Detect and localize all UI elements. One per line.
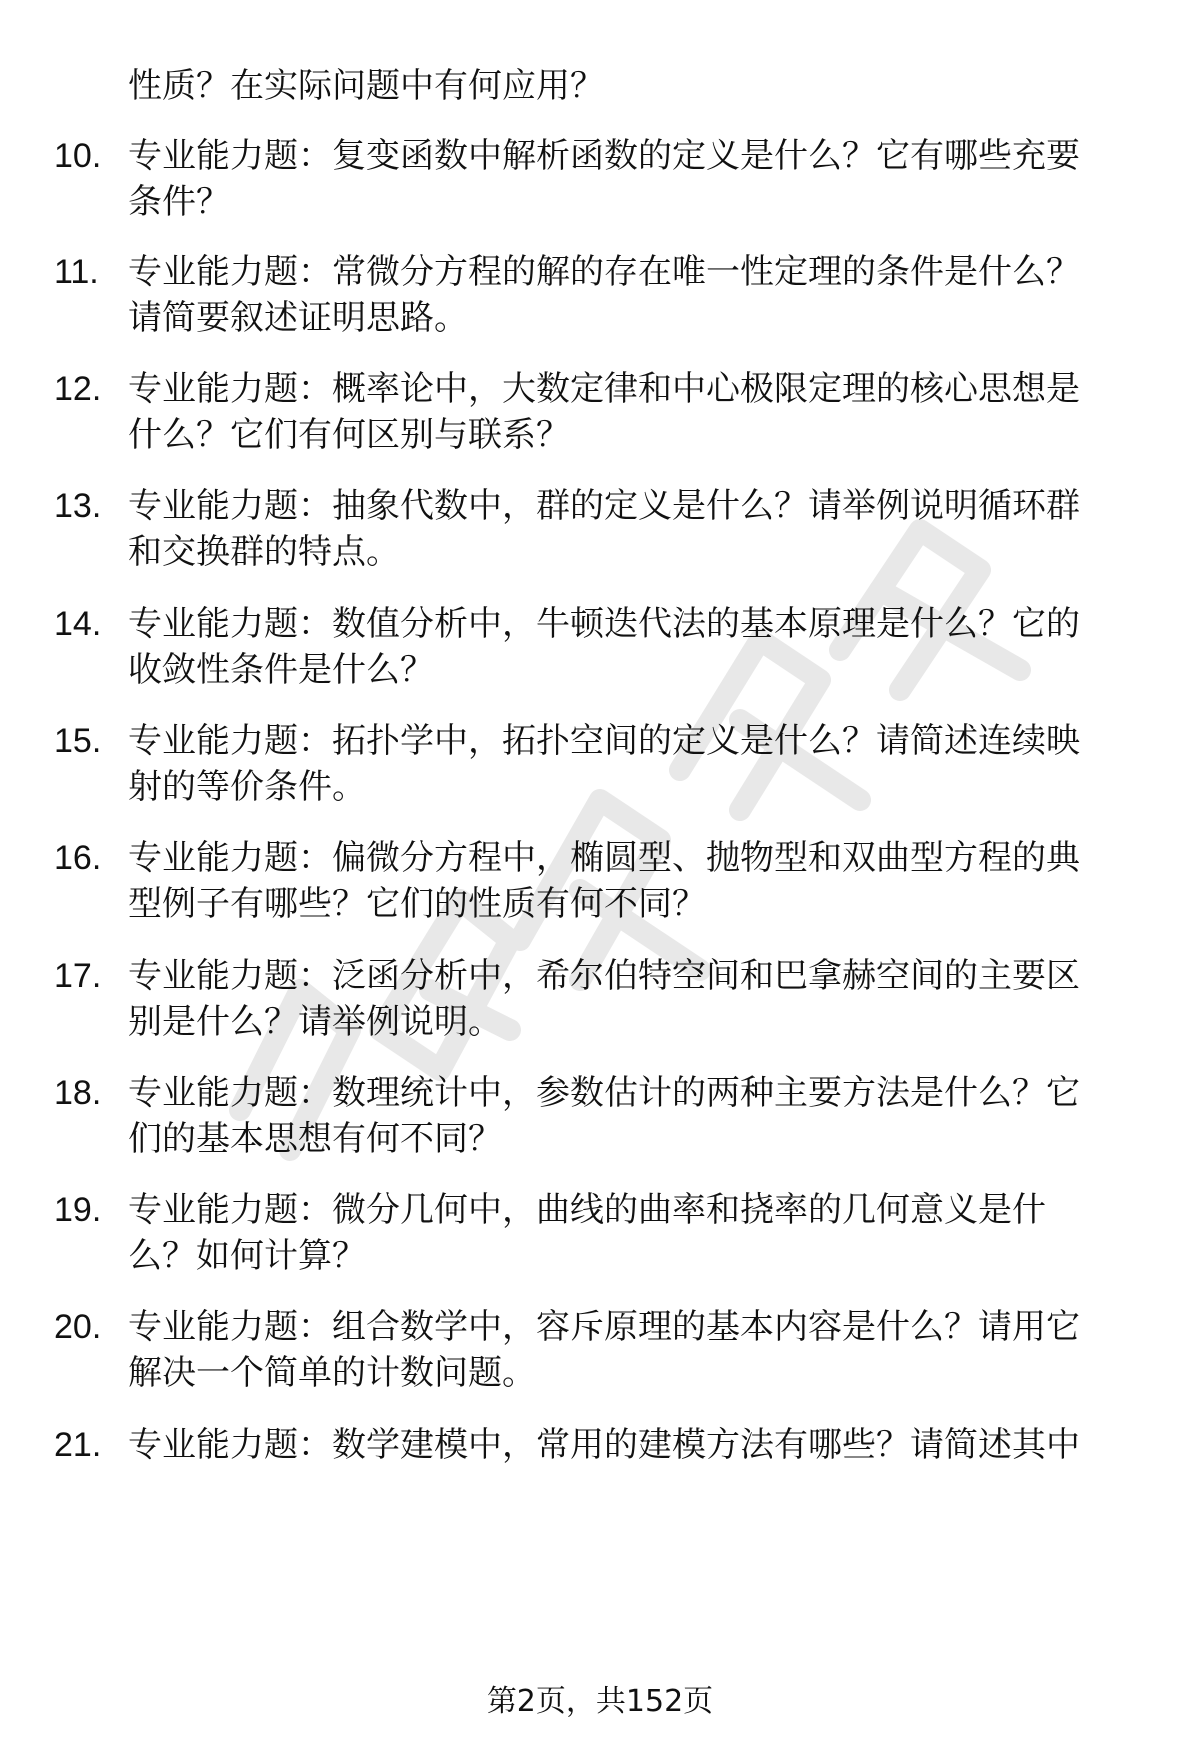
list-item	[0, 1186, 1200, 1296]
question-number: 21.	[54, 1426, 102, 1464]
question-number: 18.	[54, 1074, 102, 1112]
list-item	[0, 1069, 1200, 1179]
question-text-line: 条件？	[128, 182, 230, 222]
question-number: 13.	[54, 487, 102, 525]
question-number: 19.	[54, 1191, 102, 1229]
question-text-line: 解决一个简单的计数问题。	[128, 1353, 536, 1393]
question-text-line: 专业能力题：数学建模中，常用的建模方法有哪些？请简述其中	[128, 1425, 1080, 1465]
question-text-line: 射的等价条件。	[128, 767, 366, 807]
list-item	[0, 952, 1200, 1062]
question-text-line: 专业能力题：常微分方程的解的存在唯一性定理的条件是什么？	[128, 252, 1080, 292]
list-item	[0, 365, 1200, 475]
list-item	[0, 717, 1200, 827]
question-number: 16.	[54, 839, 102, 877]
question-text-line: 收敛性条件是什么？	[128, 650, 434, 690]
question-text-line: 型例子有哪些？它们的性质有何不同？	[128, 884, 706, 924]
question-text-line: 什么？它们有何区别与联系？	[128, 415, 570, 455]
list-item	[0, 1303, 1200, 1413]
list-item	[0, 132, 1200, 242]
question-text-line: 专业能力题：拓扑学中，拓扑空间的定义是什么？请简述连续映	[128, 721, 1080, 761]
question-text-line: 专业能力题：数值分析中，牛顿迭代法的基本原理是什么？它的	[128, 604, 1080, 644]
question-number: 20.	[54, 1308, 102, 1346]
list-item	[0, 248, 1200, 358]
question-number: 15.	[54, 722, 102, 760]
question-text-line: 们的基本思想有何不同？	[128, 1119, 502, 1159]
question-text-line: 专业能力题：概率论中，大数定律和中心极限定理的核心思想是	[128, 369, 1080, 409]
question-text-line: 专业能力题：组合数学中，容斥原理的基本内容是什么？请用它	[128, 1307, 1080, 1347]
question-text-line: 请简要叙述证明思路。	[128, 298, 468, 338]
question-text-line: 专业能力题：数理统计中，参数估计的两种主要方法是什么？它	[128, 1073, 1080, 1113]
question-text-line: 专业能力题：微分几何中，曲线的曲率和挠率的几何意义是什	[128, 1190, 1046, 1230]
list-item	[0, 1421, 1200, 1531]
question-number: 14.	[54, 605, 102, 643]
question-number: 17.	[54, 957, 102, 995]
page-footer: 第2页，共152页	[486, 1684, 714, 1719]
question-number: 11.	[54, 253, 99, 291]
question-number: 10.	[54, 137, 102, 175]
list-item	[0, 600, 1200, 710]
question-text-line: 么？如何计算？	[128, 1236, 366, 1276]
question-text-line: 专业能力题：复变函数中解析函数的定义是什么？它有哪些充要	[128, 136, 1080, 176]
continued-question-text: 性质？在实际问题中有何应用？	[128, 66, 604, 106]
list-item	[0, 834, 1200, 944]
question-text-line: 专业能力题：偏微分方程中，椭圆型、抛物型和双曲型方程的典	[128, 838, 1080, 878]
question-text-line: 别是什么？请举例说明。	[128, 1002, 502, 1042]
list-item	[0, 482, 1200, 592]
question-text-line: 和交换群的特点。	[128, 532, 400, 572]
question-text-line: 专业能力题：泛函分析中，希尔伯特空间和巴拿赫空间的主要区	[128, 956, 1080, 996]
question-number: 12.	[54, 370, 102, 408]
question-text-line: 专业能力题：抽象代数中，群的定义是什么？请举例说明循环群	[128, 486, 1080, 526]
